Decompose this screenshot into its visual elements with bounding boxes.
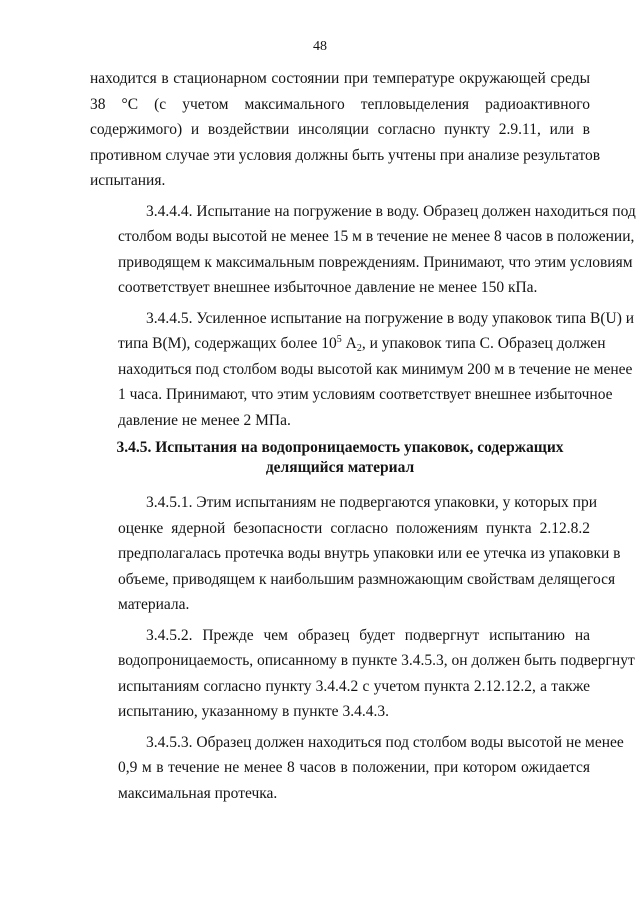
text-line: содержимого) и воздействии инсоляции согласно пункту 2.9.11, или в bbox=[90, 121, 590, 138]
text-line: давление не менее 2 МПа. bbox=[118, 411, 291, 429]
text-line: водопроницаемость, описанному в пункте 3.4.5.3, он должен быть подвергнут bbox=[118, 652, 635, 669]
text-line bbox=[90, 331, 606, 357]
text-line: 3.4.4.4. Испытание на погружение в воду. Образец должен находиться под bbox=[146, 202, 636, 220]
text-line: 3.4.5.2. Прежде чем образец будет подвергнут испытанию на bbox=[146, 626, 590, 644]
text-line: испытанию, указанному в пункте 3.4.4.3. bbox=[118, 703, 389, 720]
text-line: находится в стационарном состоянии при температуре окружающей среды bbox=[90, 70, 590, 87]
paragraph-3-4-5-3 bbox=[90, 730, 624, 807]
text-line: 38 °C (с учетом максимального тепловыделения радиоактивного bbox=[90, 95, 590, 113]
text-line: 1 часа. Принимают, что этим условиям соответствует внешнее избыточное bbox=[118, 386, 613, 403]
text-line: материала. bbox=[118, 596, 190, 613]
text-line: находиться под столбом воды высотой как минимум 200 м в течение не менее bbox=[118, 360, 633, 378]
text-segment: , и упаковок типа C. Образец должен bbox=[361, 335, 606, 352]
paragraph-3-4-5-1 bbox=[90, 490, 621, 618]
text-line: максимальная протечка. bbox=[118, 784, 278, 802]
text-line: объеме, приводящем к наибольшим размножающим свойствам делящегося bbox=[118, 570, 616, 588]
section-heading-3-4-5 bbox=[90, 438, 590, 478]
text-line: предполагалась протечка воды внутрь упаковки или ее утечка из упаковки в bbox=[118, 545, 621, 562]
paragraph-3-4-5-2 bbox=[90, 623, 635, 725]
text-line: испытаниям согласно пункту 3.4.4.2 с учетом пункта 2.12.12.2, а также bbox=[118, 677, 590, 695]
paragraph-continuation bbox=[90, 66, 601, 194]
text-segment: типа B(M), содержащих более 10 bbox=[118, 335, 337, 352]
heading-line: делящийся материал bbox=[265, 459, 415, 476]
text-line: 3.4.4.5. Усиленное испытание на погружение в воду упаковок типа B(U) и bbox=[146, 309, 635, 327]
paragraph-3-4-4-4 bbox=[90, 199, 636, 301]
text-line: 3.4.5.1. Этим испытаниям не подвергаются упаковки, у которых при bbox=[146, 494, 598, 511]
heading-line: 3.4.5. Испытания на водопроницаемость упаковок, содержащих bbox=[116, 439, 564, 456]
text-line: противном случае эти условия должны быть учтены при анализе результатов bbox=[90, 146, 601, 164]
page-number: 48 bbox=[313, 39, 327, 54]
subscript-index: 2 bbox=[356, 343, 362, 354]
text-line: приводящем к максимальным повреждениям. Принимают, что этим условиям bbox=[118, 253, 633, 271]
text-line: испытания. bbox=[90, 172, 166, 189]
text-line: столбом воды высотой не менее 15 м в течение не менее 8 часов в положении, bbox=[118, 228, 635, 245]
text-segment: A bbox=[341, 335, 357, 352]
text-line: соответствует внешнее избыточное давление не менее 150 кПа. bbox=[118, 279, 538, 296]
paragraph-3-4-4-5 bbox=[90, 306, 635, 434]
text-line: 0,9 м в течение не менее 8 часов в положении, при котором ожидается bbox=[118, 759, 590, 776]
text-line: 3.4.5.3. Образец должен находиться под столбом воды высотой не менее bbox=[146, 733, 624, 751]
document-body bbox=[90, 66, 636, 806]
text-line: оценке ядерной безопасности согласно положениям пункта 2.12.8.2 bbox=[118, 519, 590, 537]
superscript-exponent: 5 bbox=[336, 334, 342, 345]
